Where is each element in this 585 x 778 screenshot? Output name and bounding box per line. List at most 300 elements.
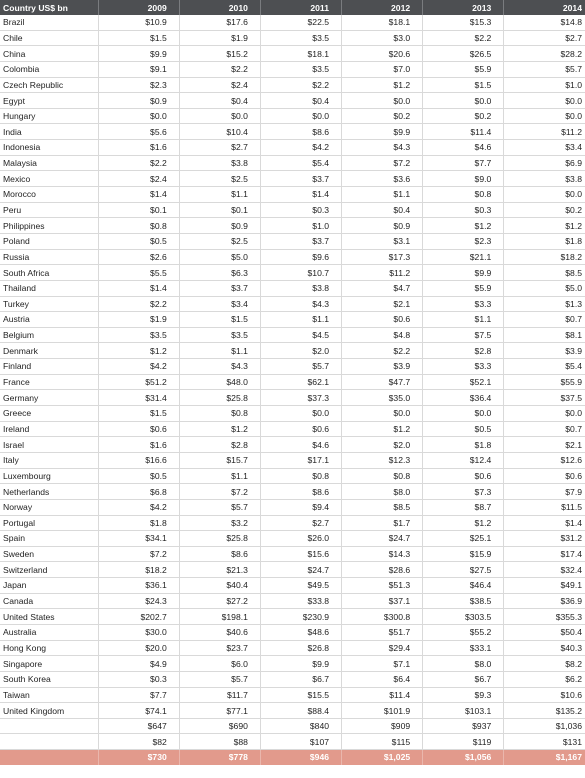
value-cell: $0.0 — [504, 108, 585, 124]
value-cell: $101.9 — [342, 703, 423, 719]
value-cell: $2.8 — [423, 343, 504, 359]
value-cell: $2.1 — [342, 296, 423, 312]
value-cell: $0.3 — [260, 202, 341, 218]
table-row — [0, 671, 585, 687]
table-row — [0, 656, 585, 672]
value-cell: $11.5 — [504, 499, 585, 515]
value-cell: $11.4 — [423, 124, 504, 140]
value-cell: $26.0 — [260, 531, 341, 547]
table-row — [0, 687, 585, 703]
value-cell: $1.2 — [342, 77, 423, 93]
table-row — [0, 265, 585, 281]
value-cell: $0.0 — [342, 406, 423, 422]
value-cell: $135.2 — [504, 703, 585, 719]
value-cell: $35.0 — [342, 390, 423, 406]
value-cell: $1.4 — [98, 280, 179, 296]
country-cell: India — [0, 124, 98, 140]
value-cell: $5.4 — [504, 359, 585, 375]
value-cell: $8.5 — [342, 499, 423, 515]
country-cell: Chile — [0, 30, 98, 46]
value-cell: $18.2 — [98, 562, 179, 578]
value-cell: $11.2 — [504, 124, 585, 140]
value-cell: $1.4 — [504, 515, 585, 531]
table-row — [0, 140, 585, 156]
table-row — [0, 593, 585, 609]
value-cell: $0.9 — [179, 218, 260, 234]
table-row — [0, 515, 585, 531]
value-cell: $0.6 — [260, 421, 341, 437]
value-cell: $1.1 — [342, 187, 423, 203]
table-row — [0, 734, 585, 750]
value-cell: $0.0 — [504, 187, 585, 203]
value-cell: $9.9 — [260, 656, 341, 672]
value-cell: $3.8 — [179, 155, 260, 171]
value-cell: $1.5 — [423, 77, 504, 93]
table-row — [0, 578, 585, 594]
value-cell: $49.5 — [260, 578, 341, 594]
value-cell: $4.5 — [260, 327, 341, 343]
value-cell: $2.7 — [260, 515, 341, 531]
value-cell: $3.9 — [342, 359, 423, 375]
country-cell: Israel — [0, 437, 98, 453]
value-cell: $0.5 — [423, 421, 504, 437]
value-cell: $88.4 — [260, 703, 341, 719]
value-cell: $6.3 — [179, 265, 260, 281]
country-cell: Czech Republic — [0, 77, 98, 93]
value-cell: $107 — [260, 734, 341, 750]
table-row — [0, 202, 585, 218]
table-row — [0, 499, 585, 515]
country-cell: Netherlands — [0, 484, 98, 500]
value-cell: $36.4 — [423, 390, 504, 406]
country-cell: Belgium — [0, 327, 98, 343]
value-cell: $10.6 — [504, 687, 585, 703]
value-cell: $3.0 — [342, 30, 423, 46]
value-cell: $0.2 — [423, 108, 504, 124]
value-cell: $18.1 — [260, 46, 341, 62]
value-cell: $3.5 — [260, 61, 341, 77]
value-cell: $28.2 — [504, 46, 585, 62]
value-cell: $46.4 — [423, 578, 504, 594]
value-cell: $0.4 — [179, 93, 260, 109]
value-cell: $1,025 — [342, 750, 423, 765]
value-cell: $9.0 — [423, 171, 504, 187]
value-cell: $12.4 — [423, 452, 504, 468]
value-cell: $8.6 — [260, 124, 341, 140]
value-cell: $10.7 — [260, 265, 341, 281]
value-cell: $1.3 — [504, 296, 585, 312]
country-cell: Morocco — [0, 187, 98, 203]
value-cell: $4.2 — [98, 499, 179, 515]
country-cell: United Kingdom — [0, 703, 98, 719]
country-cell: Portugal — [0, 515, 98, 531]
value-cell: $40.3 — [504, 640, 585, 656]
value-cell: $0.8 — [423, 187, 504, 203]
value-cell: $2.7 — [179, 140, 260, 156]
value-cell: $1.9 — [98, 312, 179, 328]
value-cell: $2.0 — [342, 437, 423, 453]
country-cell: Italy — [0, 452, 98, 468]
value-cell: $27.2 — [179, 593, 260, 609]
value-cell: $2.1 — [504, 437, 585, 453]
value-cell: $8.0 — [342, 484, 423, 500]
country-cell: Denmark — [0, 343, 98, 359]
country-cell: Indonesia — [0, 140, 98, 156]
value-cell: $17.6 — [179, 15, 260, 30]
value-cell: $3.2 — [179, 515, 260, 531]
value-cell: $0.6 — [98, 421, 179, 437]
value-cell: $6.4 — [342, 671, 423, 687]
value-cell: $4.8 — [342, 327, 423, 343]
value-cell: $1.6 — [98, 437, 179, 453]
value-cell: $3.5 — [98, 327, 179, 343]
value-cell: $8.2 — [504, 656, 585, 672]
value-cell: $4.9 — [98, 656, 179, 672]
table-row — [0, 77, 585, 93]
table-row — [0, 624, 585, 640]
value-cell: $4.2 — [260, 140, 341, 156]
value-cell: $1.4 — [260, 187, 341, 203]
value-cell: $36.1 — [98, 578, 179, 594]
value-cell: $1.0 — [260, 218, 341, 234]
table-row — [0, 233, 585, 249]
value-cell: $1.4 — [98, 187, 179, 203]
value-cell: $3.4 — [179, 296, 260, 312]
table-header — [0, 0, 585, 15]
value-cell: $1.8 — [504, 233, 585, 249]
value-cell: $0.3 — [98, 671, 179, 687]
table-row — [0, 546, 585, 562]
value-cell: $1.0 — [504, 77, 585, 93]
country-cell: South Korea — [0, 671, 98, 687]
header-row — [0, 0, 585, 15]
table-row — [0, 327, 585, 343]
value-cell: $12.6 — [504, 452, 585, 468]
value-cell: $2.5 — [179, 171, 260, 187]
value-cell: $2.2 — [260, 77, 341, 93]
value-cell: $77.1 — [179, 703, 260, 719]
value-cell: $52.1 — [423, 374, 504, 390]
value-cell: $37.1 — [342, 593, 423, 609]
value-cell: $34.1 — [98, 531, 179, 547]
table-row — [0, 218, 585, 234]
value-cell: $1,056 — [423, 750, 504, 765]
value-cell: $0.6 — [504, 468, 585, 484]
value-cell: $0.0 — [423, 406, 504, 422]
value-cell: $2.3 — [98, 77, 179, 93]
country-cell: Austria — [0, 312, 98, 328]
value-cell: $0.0 — [504, 406, 585, 422]
country-cell: South Africa — [0, 265, 98, 281]
value-cell: $1.9 — [179, 30, 260, 46]
value-cell: $7.2 — [98, 546, 179, 562]
value-cell: $6.9 — [504, 155, 585, 171]
value-cell: $8.6 — [179, 546, 260, 562]
country-cell: Ireland — [0, 421, 98, 437]
value-cell: $33.8 — [260, 593, 341, 609]
value-cell: $0.9 — [342, 218, 423, 234]
value-cell: $0.6 — [342, 312, 423, 328]
country-cell: Switzerland — [0, 562, 98, 578]
country-cell — [0, 750, 98, 765]
value-cell: $55.2 — [423, 624, 504, 640]
year-column-header: 2010 — [179, 0, 260, 15]
value-cell: $29.4 — [342, 640, 423, 656]
value-cell: $15.9 — [423, 546, 504, 562]
value-cell: $1.2 — [504, 218, 585, 234]
value-cell: $0.1 — [179, 202, 260, 218]
value-cell: $11.2 — [342, 265, 423, 281]
country-cell: Greece — [0, 406, 98, 422]
value-cell: $1.8 — [423, 437, 504, 453]
value-cell: $3.1 — [342, 233, 423, 249]
value-cell: $300.8 — [342, 609, 423, 625]
country-cell: Brazil — [0, 15, 98, 30]
value-cell: $21.1 — [423, 249, 504, 265]
country-cell: Singapore — [0, 656, 98, 672]
value-cell: $17.1 — [260, 452, 341, 468]
value-cell: $10.9 — [98, 15, 179, 30]
value-cell: $0.6 — [423, 468, 504, 484]
value-cell: $1.2 — [423, 515, 504, 531]
value-cell: $38.5 — [423, 593, 504, 609]
value-cell: $1.1 — [179, 468, 260, 484]
country-cell: Malaysia — [0, 155, 98, 171]
year-column-header: 2009 — [98, 0, 179, 15]
value-cell: $1.5 — [98, 406, 179, 422]
table-row — [0, 718, 585, 734]
country-cell: Spain — [0, 531, 98, 547]
value-cell: $14.8 — [504, 15, 585, 30]
table-row — [0, 390, 585, 406]
value-cell: $11.4 — [342, 687, 423, 703]
value-cell: $0.4 — [342, 202, 423, 218]
value-cell: $11.7 — [179, 687, 260, 703]
table-row — [0, 280, 585, 296]
value-cell: $0.8 — [260, 468, 341, 484]
value-cell: $88 — [179, 734, 260, 750]
table-row — [0, 484, 585, 500]
value-cell: $24.7 — [342, 531, 423, 547]
value-cell: $3.7 — [260, 171, 341, 187]
value-cell: $909 — [342, 718, 423, 734]
value-cell: $7.0 — [342, 61, 423, 77]
value-cell: $31.4 — [98, 390, 179, 406]
country-cell: Peru — [0, 202, 98, 218]
value-cell: $18.1 — [342, 15, 423, 30]
value-cell: $48.6 — [260, 624, 341, 640]
value-cell: $3.9 — [504, 343, 585, 359]
value-cell: $9.9 — [98, 46, 179, 62]
value-cell: $49.1 — [504, 578, 585, 594]
country-cell: United States — [0, 609, 98, 625]
value-cell: $27.5 — [423, 562, 504, 578]
value-cell: $5.7 — [179, 499, 260, 515]
value-cell: $946 — [260, 750, 341, 765]
value-cell: $2.5 — [179, 233, 260, 249]
value-cell: $10.4 — [179, 124, 260, 140]
table-row — [0, 249, 585, 265]
country-cell: Colombia — [0, 61, 98, 77]
value-cell: $7.2 — [179, 484, 260, 500]
value-cell: $4.3 — [179, 359, 260, 375]
value-cell: $1.6 — [98, 140, 179, 156]
country-cell: Hungary — [0, 108, 98, 124]
value-cell: $0.7 — [504, 312, 585, 328]
value-cell: $62.1 — [260, 374, 341, 390]
value-cell: $3.3 — [423, 359, 504, 375]
value-cell: $9.4 — [260, 499, 341, 515]
table-row — [0, 437, 585, 453]
value-cell: $31.2 — [504, 531, 585, 547]
value-cell: $0.1 — [98, 202, 179, 218]
year-column-header: 2011 — [260, 0, 341, 15]
value-cell: $0.0 — [260, 406, 341, 422]
value-cell: $25.8 — [179, 531, 260, 547]
value-cell: $1.2 — [423, 218, 504, 234]
value-cell: $0.2 — [342, 108, 423, 124]
value-cell: $5.0 — [179, 249, 260, 265]
value-cell: $0.3 — [423, 202, 504, 218]
value-cell: $15.7 — [179, 452, 260, 468]
table-row — [0, 187, 585, 203]
value-cell: $0.0 — [423, 93, 504, 109]
value-cell: $2.2 — [98, 155, 179, 171]
value-cell: $20.6 — [342, 46, 423, 62]
value-cell: $1,036 — [504, 718, 585, 734]
value-cell: $50.4 — [504, 624, 585, 640]
country-cell: Canada — [0, 593, 98, 609]
value-cell: $0.7 — [504, 421, 585, 437]
value-cell: $0.0 — [98, 108, 179, 124]
value-cell: $5.7 — [260, 359, 341, 375]
value-cell: $21.3 — [179, 562, 260, 578]
value-cell: $2.6 — [98, 249, 179, 265]
value-cell: $3.7 — [179, 280, 260, 296]
value-cell: $5.4 — [260, 155, 341, 171]
table-row — [0, 15, 585, 30]
table-row — [0, 703, 585, 719]
value-cell: $6.7 — [260, 671, 341, 687]
value-cell: $5.9 — [423, 280, 504, 296]
value-cell: $0.2 — [504, 202, 585, 218]
value-cell: $28.6 — [342, 562, 423, 578]
value-cell: $198.1 — [179, 609, 260, 625]
value-cell: $5.9 — [423, 61, 504, 77]
country-cell: France — [0, 374, 98, 390]
value-cell: $2.2 — [98, 296, 179, 312]
table-row — [0, 374, 585, 390]
value-cell: $8.5 — [504, 265, 585, 281]
value-cell: $3.7 — [260, 233, 341, 249]
value-cell: $24.7 — [260, 562, 341, 578]
value-cell: $2.2 — [179, 61, 260, 77]
value-cell: $1.1 — [260, 312, 341, 328]
value-cell: $9.1 — [98, 61, 179, 77]
value-cell: $2.4 — [179, 77, 260, 93]
year-column-header: 2014 — [504, 0, 585, 15]
value-cell: $47.7 — [342, 374, 423, 390]
value-cell: $9.9 — [342, 124, 423, 140]
value-cell: $15.2 — [179, 46, 260, 62]
value-cell: $115 — [342, 734, 423, 750]
value-cell: $3.8 — [260, 280, 341, 296]
country-cell: China — [0, 46, 98, 62]
value-cell: $0.8 — [179, 406, 260, 422]
table-row — [0, 93, 585, 109]
value-cell: $0.8 — [98, 218, 179, 234]
value-cell: $7.5 — [423, 327, 504, 343]
value-cell: $303.5 — [423, 609, 504, 625]
value-cell: $7.1 — [342, 656, 423, 672]
value-cell: $12.3 — [342, 452, 423, 468]
country-cell: Philippines — [0, 218, 98, 234]
value-cell: $23.7 — [179, 640, 260, 656]
value-cell: $0.5 — [98, 468, 179, 484]
value-cell: $131 — [504, 734, 585, 750]
value-cell: $7.7 — [423, 155, 504, 171]
value-cell: $2.0 — [260, 343, 341, 359]
table-row — [0, 640, 585, 656]
country-cell: Germany — [0, 390, 98, 406]
value-cell: $103.1 — [423, 703, 504, 719]
value-cell: $30.0 — [98, 624, 179, 640]
value-cell: $3.4 — [504, 140, 585, 156]
country-cell: Taiwan — [0, 687, 98, 703]
value-cell: $3.8 — [504, 171, 585, 187]
value-cell: $0.5 — [98, 233, 179, 249]
value-cell: $6.0 — [179, 656, 260, 672]
value-cell: $1.1 — [423, 312, 504, 328]
value-cell: $32.4 — [504, 562, 585, 578]
year-column-header: 2012 — [342, 0, 423, 15]
value-cell: $3.6 — [342, 171, 423, 187]
value-cell: $36.9 — [504, 593, 585, 609]
value-cell: $5.7 — [504, 61, 585, 77]
country-cell: Egypt — [0, 93, 98, 109]
value-cell: $1.5 — [98, 30, 179, 46]
country-cell: Hong Kong — [0, 640, 98, 656]
country-cell: Russia — [0, 249, 98, 265]
value-cell: $82 — [98, 734, 179, 750]
value-cell: $0.8 — [342, 468, 423, 484]
value-cell: $4.6 — [423, 140, 504, 156]
value-cell: $355.3 — [504, 609, 585, 625]
value-cell: $5.0 — [504, 280, 585, 296]
table-row — [0, 406, 585, 422]
value-cell: $37.3 — [260, 390, 341, 406]
value-cell: $690 — [179, 718, 260, 734]
value-cell: $4.2 — [98, 359, 179, 375]
country-cell: Turkey — [0, 296, 98, 312]
value-cell: $1.5 — [179, 312, 260, 328]
country-cell: Norway — [0, 499, 98, 515]
value-cell: $14.3 — [342, 546, 423, 562]
table-row — [0, 421, 585, 437]
value-cell: $40.6 — [179, 624, 260, 640]
value-cell: $20.0 — [98, 640, 179, 656]
value-cell: $22.5 — [260, 15, 341, 30]
country-cell: Poland — [0, 233, 98, 249]
country-cell: Australia — [0, 624, 98, 640]
table-row — [0, 30, 585, 46]
value-cell: $51.2 — [98, 374, 179, 390]
value-cell: $6.7 — [423, 671, 504, 687]
table-row — [0, 155, 585, 171]
value-cell: $0.0 — [504, 93, 585, 109]
value-cell: $4.7 — [342, 280, 423, 296]
country-cell: Mexico — [0, 171, 98, 187]
